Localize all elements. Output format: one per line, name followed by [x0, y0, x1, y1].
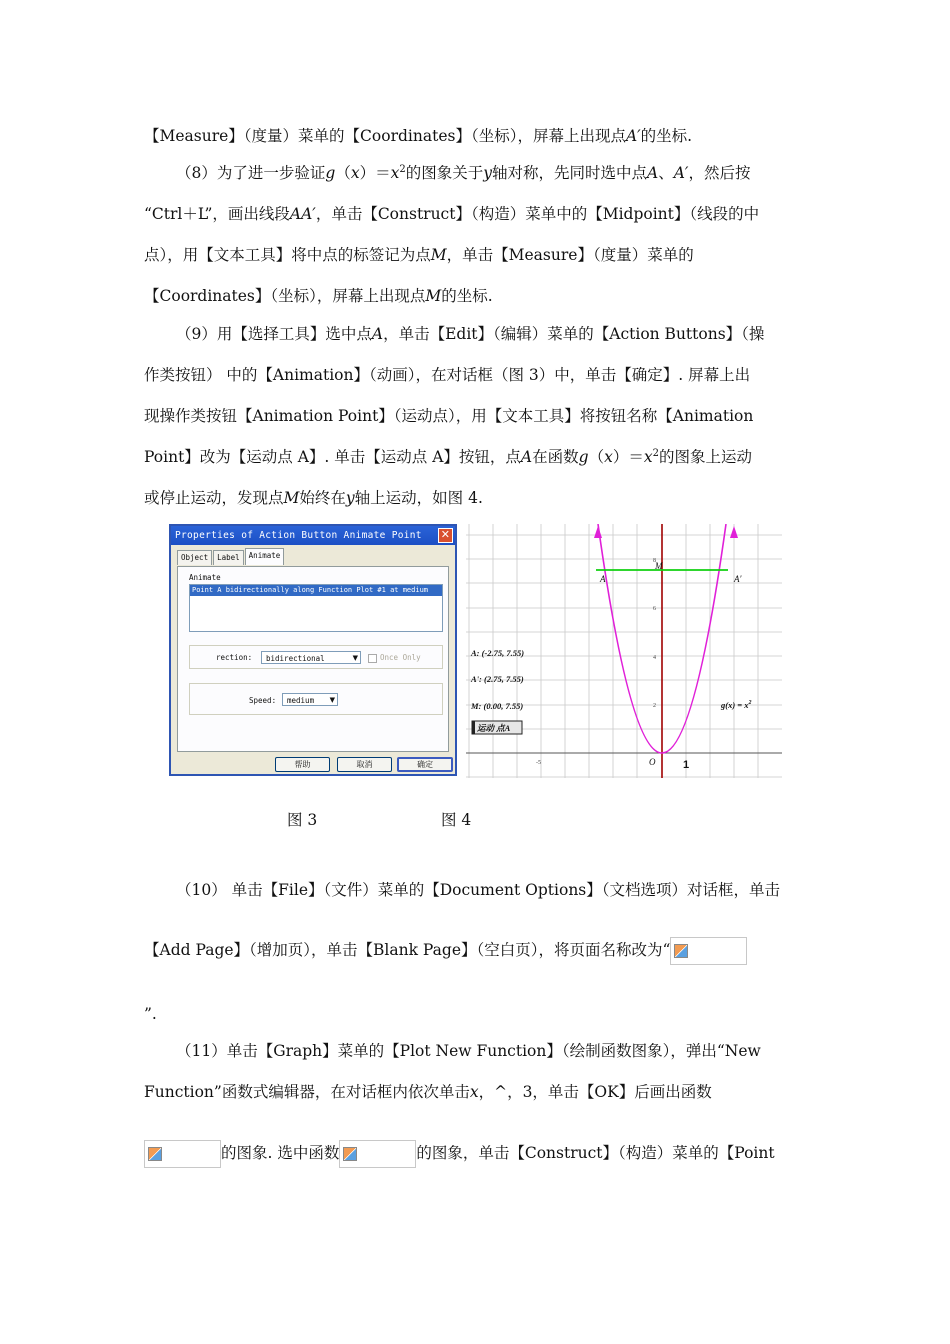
var: A	[520, 448, 533, 466]
broken-image-icon	[343, 1147, 357, 1161]
speed-value: medium	[287, 696, 315, 705]
var: M	[283, 489, 300, 507]
exponent: 2	[399, 163, 406, 175]
var: A	[647, 164, 659, 182]
text: 的图象关于	[405, 164, 484, 182]
speed-select[interactable]	[282, 693, 338, 706]
text: 轴上运动，如图 4.	[354, 489, 483, 507]
var: x	[469, 1083, 479, 1101]
text: 的图象. 选中函数	[221, 1144, 340, 1162]
dropdown-arrow-icon: ▼	[329, 696, 335, 704]
function-label-exponent: 2	[748, 700, 752, 706]
var: x	[390, 164, 400, 182]
var: x	[604, 448, 613, 466]
var: g	[578, 448, 589, 466]
figure-3-caption: 图 3	[287, 811, 318, 829]
text: 的图象，单击【Construct】（构造）菜单的【Point	[416, 1144, 775, 1162]
var: g	[325, 164, 336, 182]
speed-label: Speed:	[249, 696, 277, 705]
tab-label[interactable]: Label	[213, 550, 244, 565]
help-button[interactable]: 帮助	[275, 757, 330, 772]
exponent: 2	[652, 447, 659, 459]
text: ）＝	[359, 164, 391, 182]
paragraph-10	[144, 870, 806, 911]
text: ，单击【Construct】（构造）菜单中的【Midpoint】（线段的中	[315, 205, 760, 223]
text: （10） 单击【File】（文件）菜单的【Document Options】（文档选项）对话框，单击	[176, 881, 781, 899]
tab-strip	[177, 550, 285, 566]
animate-listbox[interactable]	[189, 584, 443, 632]
measurement-M: M: (0.00, 7.55)	[471, 701, 524, 711]
tab-object[interactable]: Object	[177, 550, 212, 565]
measurement-A: A: (-2.75, 7.55)	[471, 648, 525, 658]
paragraph-10-line3	[144, 994, 806, 1035]
measurements	[470, 648, 524, 711]
paragraph-7	[144, 116, 806, 157]
paragraph-8	[144, 153, 806, 317]
function-graph	[466, 524, 782, 778]
text: （11）单击【Graph】菜单的【Plot New Function】（绘制函数图象），弹出“New	[176, 1042, 761, 1060]
action-button-properties-dialog	[169, 524, 457, 776]
var: y	[483, 164, 492, 182]
point-label-A-prime: A′	[734, 574, 742, 584]
direction-select[interactable]	[261, 651, 361, 664]
measurement-A-prime: A': (2.75, 7.55)	[471, 674, 524, 684]
point-label-M: M	[655, 561, 663, 571]
list-item-selected[interactable]: Point A bidirectionally along Function Plot #1 at medium	[190, 585, 442, 596]
text: ，单击【Measure】（度量）菜单的	[446, 246, 694, 264]
once-only-checkbox[interactable]	[368, 654, 377, 663]
var: x	[350, 164, 360, 182]
text: 或停止运动，发现点	[144, 489, 284, 507]
tab-animate[interactable]: Animate	[245, 548, 285, 565]
animate-point-button-label: 运动 点A	[477, 723, 511, 733]
var: x	[643, 448, 653, 466]
point-labels	[599, 561, 742, 767]
speed-group	[189, 683, 443, 715]
var: M	[430, 246, 447, 264]
animate-label: Animate	[189, 573, 221, 582]
close-icon[interactable]: ✕	[438, 528, 453, 543]
text: 【Coordinates】（坐标），屏幕上出现点	[144, 287, 426, 305]
var: A′	[673, 164, 689, 182]
arrow-right-icon	[730, 526, 738, 538]
tick-x-one: 1	[683, 759, 690, 771]
var: A	[371, 325, 384, 343]
formula-image-placeholder	[670, 937, 747, 965]
text: （9）用【选择工具】选中点	[176, 325, 372, 343]
text: “Ctrl＋L”，画出线段	[144, 205, 290, 223]
text: ，单击【Edit】（编辑）菜单的【Action Buttons】（操	[383, 325, 765, 343]
text: Point】改为【运动点 A】. 单击【运动点 A】按钮，点	[144, 448, 521, 466]
formula-image-placeholder	[144, 1140, 221, 1168]
text: 【Measure】（度量）菜单的【Coordinates】（坐标），屏幕上出现点	[144, 127, 626, 145]
var: M	[425, 287, 442, 305]
text: 轴对称，先同时选中点	[492, 164, 648, 182]
var: AA′	[289, 205, 316, 223]
text: ”.	[144, 1005, 157, 1023]
text: ）＝	[612, 448, 644, 466]
figure-4-caption: 图 4	[441, 811, 472, 829]
cancel-button[interactable]: 取消	[337, 757, 392, 772]
animate-point-button[interactable]	[472, 721, 522, 734]
tick-labels	[536, 558, 656, 766]
text: （	[335, 164, 351, 182]
text: ，^，3，单击【OK】后画出函数	[478, 1083, 712, 1101]
ok-button[interactable]: 确定	[397, 757, 453, 772]
text: Function”函数式编辑器，在对话框内依次单击	[144, 1083, 470, 1101]
text: 【Add Page】（增加页），单击【Blank Page】（空白页），将页面名称改为“	[144, 941, 671, 959]
direction-label: rection:	[216, 653, 253, 662]
text: 现操作类按钮【Animation Point】（运动点），用【文本工具】将按钮名称【Animation	[144, 407, 754, 425]
text: 始终在	[299, 489, 346, 507]
text: （	[588, 448, 605, 466]
text: 的图象上运动	[658, 448, 752, 466]
direction-value: bidirectional	[266, 654, 325, 663]
point-label: A′	[625, 127, 641, 145]
text: 的坐标.	[640, 127, 693, 145]
tick-y6: 6	[653, 606, 656, 612]
paragraph-9	[144, 314, 806, 519]
direction-group	[189, 645, 443, 669]
tick-y8: 8	[653, 558, 656, 564]
tick-y4: 4	[653, 655, 656, 661]
function-label	[720, 700, 752, 710]
formula-image-placeholder	[339, 1140, 416, 1168]
dialog-title-bar[interactable]	[171, 526, 455, 545]
dialog-title: Properties of Action Button Animate Point	[175, 530, 422, 541]
var: y	[345, 489, 355, 507]
tick-y2: 2	[653, 703, 656, 709]
paragraph-11	[144, 1031, 806, 1113]
text: 作类按钮） 中的【Animation】（动画），在对话框（图 3）中，单击【确定】. 屏幕上出	[144, 366, 751, 384]
arrow-left-icon	[594, 526, 602, 538]
once-only-label: Once Only	[380, 653, 421, 662]
function-label-text: g(x) = x	[721, 700, 749, 710]
tick-x-neg5: -5	[536, 760, 541, 766]
text: 点），用【文本工具】将中点的标签记为点	[144, 246, 431, 264]
text: 在函数	[532, 448, 579, 466]
paragraph-11-line3	[144, 1133, 812, 1174]
origin-label: O	[649, 757, 656, 767]
text: 的坐标.	[441, 287, 493, 305]
dropdown-arrow-icon: ▼	[352, 654, 358, 662]
text: 、	[658, 164, 674, 182]
text: ，然后按	[688, 164, 751, 182]
animate-panel	[177, 566, 449, 752]
paragraph-10-line2	[144, 930, 812, 971]
broken-image-icon	[148, 1147, 162, 1161]
text: （8）为了进一步验证	[176, 164, 326, 182]
point-label-A: A	[600, 574, 606, 584]
broken-image-icon	[674, 944, 688, 958]
